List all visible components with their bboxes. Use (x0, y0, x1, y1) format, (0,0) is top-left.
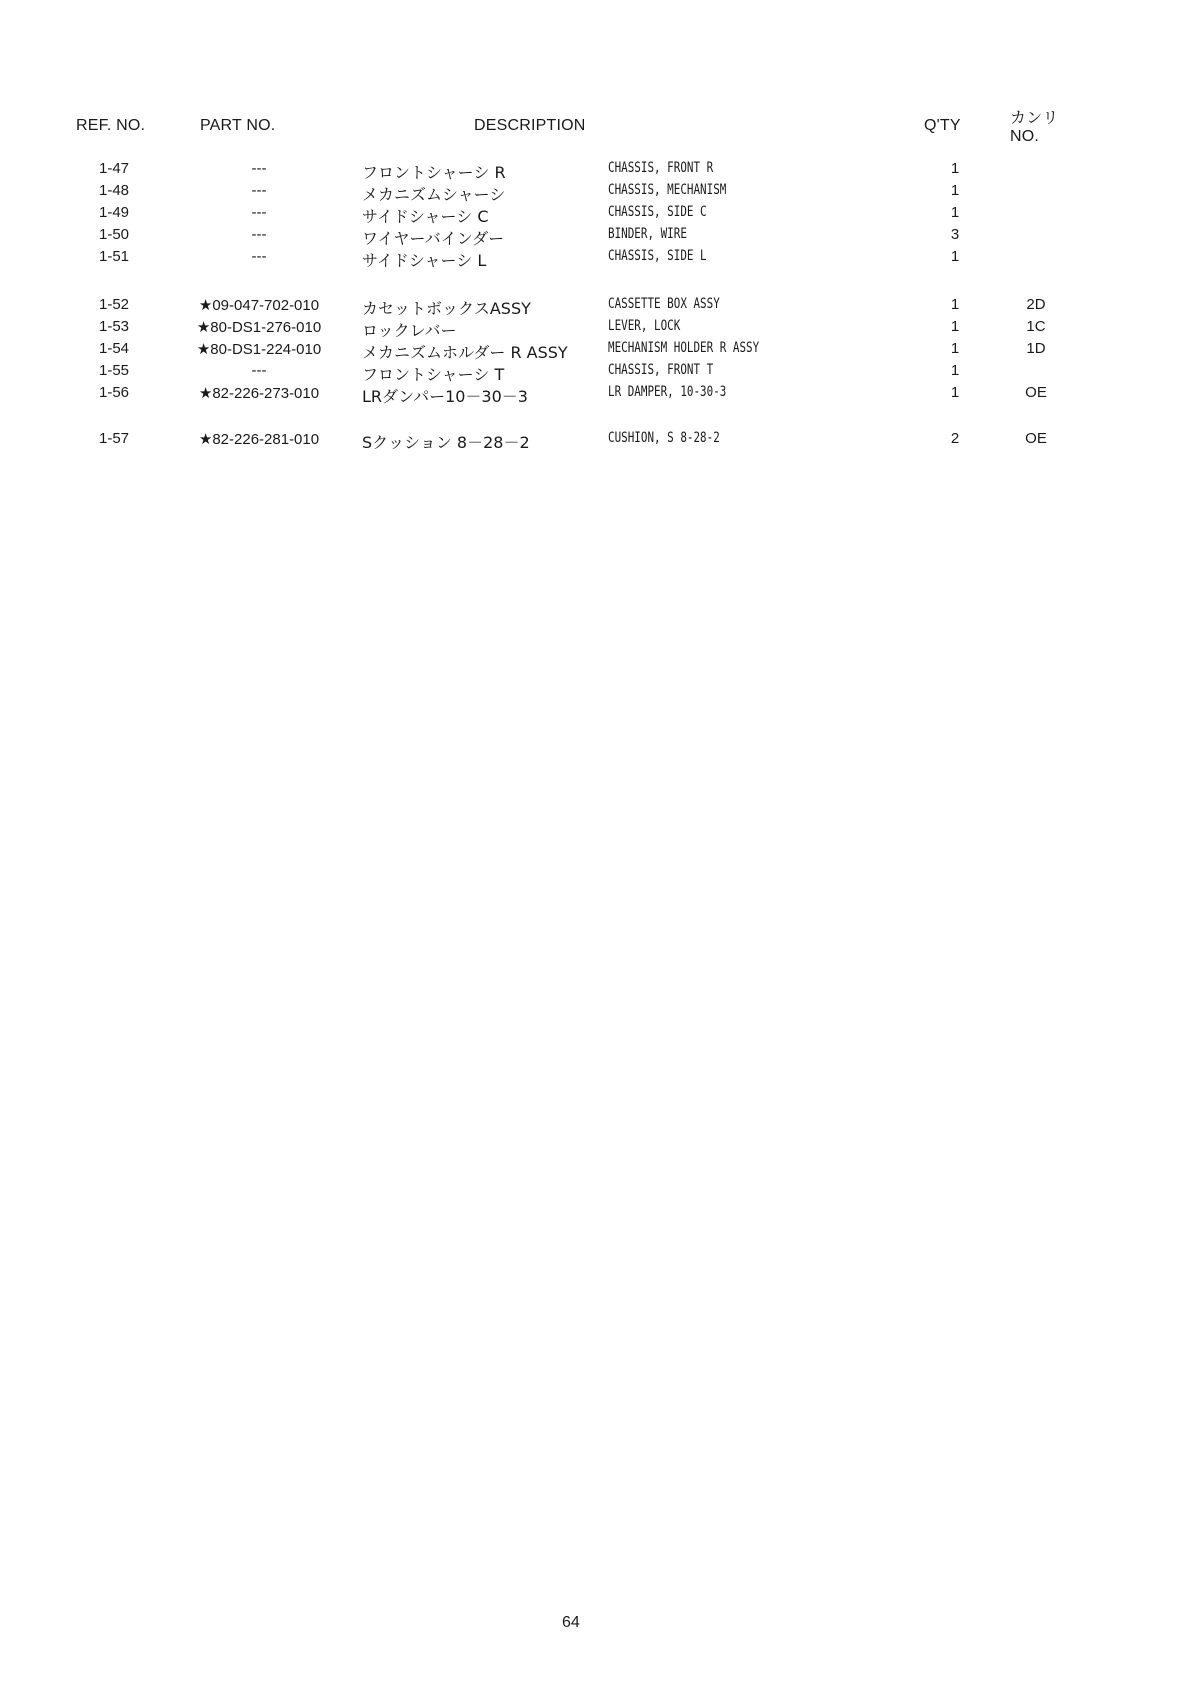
ref-no-cell: 1-54 (98, 340, 130, 357)
header-kanri-line1: カンリ (1010, 110, 1059, 127)
ref-no-cell: 1-47 (98, 160, 130, 177)
header-qty: Q'TY (924, 117, 961, 134)
ref-no-cell: 1-48 (98, 182, 130, 199)
description-en-cell: MECHANISM HOLDER R ASSY (608, 340, 760, 356)
qty-cell: 1 (950, 318, 960, 335)
table-row (0, 340, 1184, 362)
description-jp-cell: サイドシャーシ C (362, 207, 489, 226)
kanri-no-cell: 2D (1026, 296, 1046, 313)
description-en-cell: CHASSIS, FRONT R (608, 160, 714, 176)
description-en-cell: CHASSIS, MECHANISM (608, 182, 727, 198)
part-no-cell: ★82-226-281-010 (198, 431, 320, 448)
ref-no-cell: 1-56 (98, 384, 130, 401)
qty-cell: 1 (950, 160, 960, 177)
header-kanri-no (1010, 110, 1059, 146)
qty-cell: 1 (950, 384, 960, 401)
kanri-no-cell: OE (1025, 384, 1047, 401)
description-en-cell: CHASSIS, SIDE L (608, 248, 707, 264)
kanri-no-cell: 1C (1026, 318, 1046, 335)
table-row (0, 204, 1184, 226)
description-en-cell: LEVER, LOCK (608, 318, 681, 334)
description-en-cell: CASSETTE BOX ASSY (608, 296, 720, 312)
part-no-cell: --- (251, 160, 267, 177)
header-part-no: PART NO. (200, 117, 276, 134)
table-row (0, 226, 1184, 248)
qty-cell: 1 (950, 182, 960, 199)
description-en-cell: CUSHION, S 8-28-2 (608, 430, 720, 446)
page-number: 64 (562, 1614, 580, 1631)
ref-no-cell: 1-53 (98, 318, 130, 335)
header-description: DESCRIPTION (474, 117, 586, 134)
header-kanri-line2: NO. (1010, 128, 1040, 145)
qty-cell: 3 (950, 226, 960, 243)
ref-no-cell: 1-49 (98, 204, 130, 221)
qty-cell: 1 (950, 296, 960, 313)
ref-no-cell: 1-57 (98, 430, 130, 447)
description-jp-cell: ロックレバー (362, 321, 457, 340)
description-jp-cell: メカニズムホルダー R ASSY (362, 343, 568, 362)
table-row (0, 362, 1184, 384)
table-row (0, 430, 1184, 452)
table-row (0, 318, 1184, 340)
description-jp-cell: フロントシャーシ R (362, 163, 506, 182)
part-no-cell: --- (251, 182, 267, 199)
ref-no-cell: 1-52 (98, 296, 130, 313)
kanri-no-cell: OE (1025, 430, 1047, 447)
description-jp-cell: Sクッション 8－28－2 (362, 433, 530, 452)
qty-cell: 1 (950, 248, 960, 265)
description-jp-cell: LRダンパー10－30－3 (362, 387, 528, 406)
ref-no-cell: 1-51 (98, 248, 130, 265)
part-no-cell: --- (251, 248, 267, 265)
description-en-cell: CHASSIS, FRONT T (608, 362, 714, 378)
qty-cell: 2 (950, 430, 960, 447)
part-no-cell: ★80-DS1-276-010 (196, 319, 322, 336)
description-en-cell: LR DAMPER, 10-30-3 (608, 384, 727, 400)
description-en-cell: BINDER, WIRE (608, 226, 687, 242)
description-jp-cell: カセットボックスASSY (362, 299, 531, 318)
qty-cell: 1 (950, 362, 960, 379)
qty-cell: 1 (950, 340, 960, 357)
description-en-cell: CHASSIS, SIDE C (608, 204, 707, 220)
ref-no-cell: 1-55 (98, 362, 130, 379)
part-no-cell: --- (251, 226, 267, 243)
part-no-cell: --- (251, 362, 267, 379)
qty-cell: 1 (950, 204, 960, 221)
description-jp-cell: ワイヤーバインダー (362, 229, 505, 248)
part-no-cell: --- (251, 204, 267, 221)
table-row (0, 384, 1184, 406)
table-row (0, 296, 1184, 318)
part-no-cell: ★82-226-273-010 (198, 385, 320, 402)
part-no-cell: ★09-047-702-010 (198, 297, 320, 314)
header-ref-no: REF. NO. (76, 117, 146, 134)
description-jp-cell: フロントシャーシ T (362, 365, 505, 384)
table-row (0, 248, 1184, 270)
table-row (0, 160, 1184, 182)
part-no-cell: ★80-DS1-224-010 (196, 341, 322, 358)
kanri-no-cell: 1D (1026, 340, 1046, 357)
table-row (0, 182, 1184, 204)
ref-no-cell: 1-50 (98, 226, 130, 243)
description-jp-cell: メカニズムシャーシ (362, 185, 506, 204)
description-jp-cell: サイドシャーシ L (362, 251, 487, 270)
